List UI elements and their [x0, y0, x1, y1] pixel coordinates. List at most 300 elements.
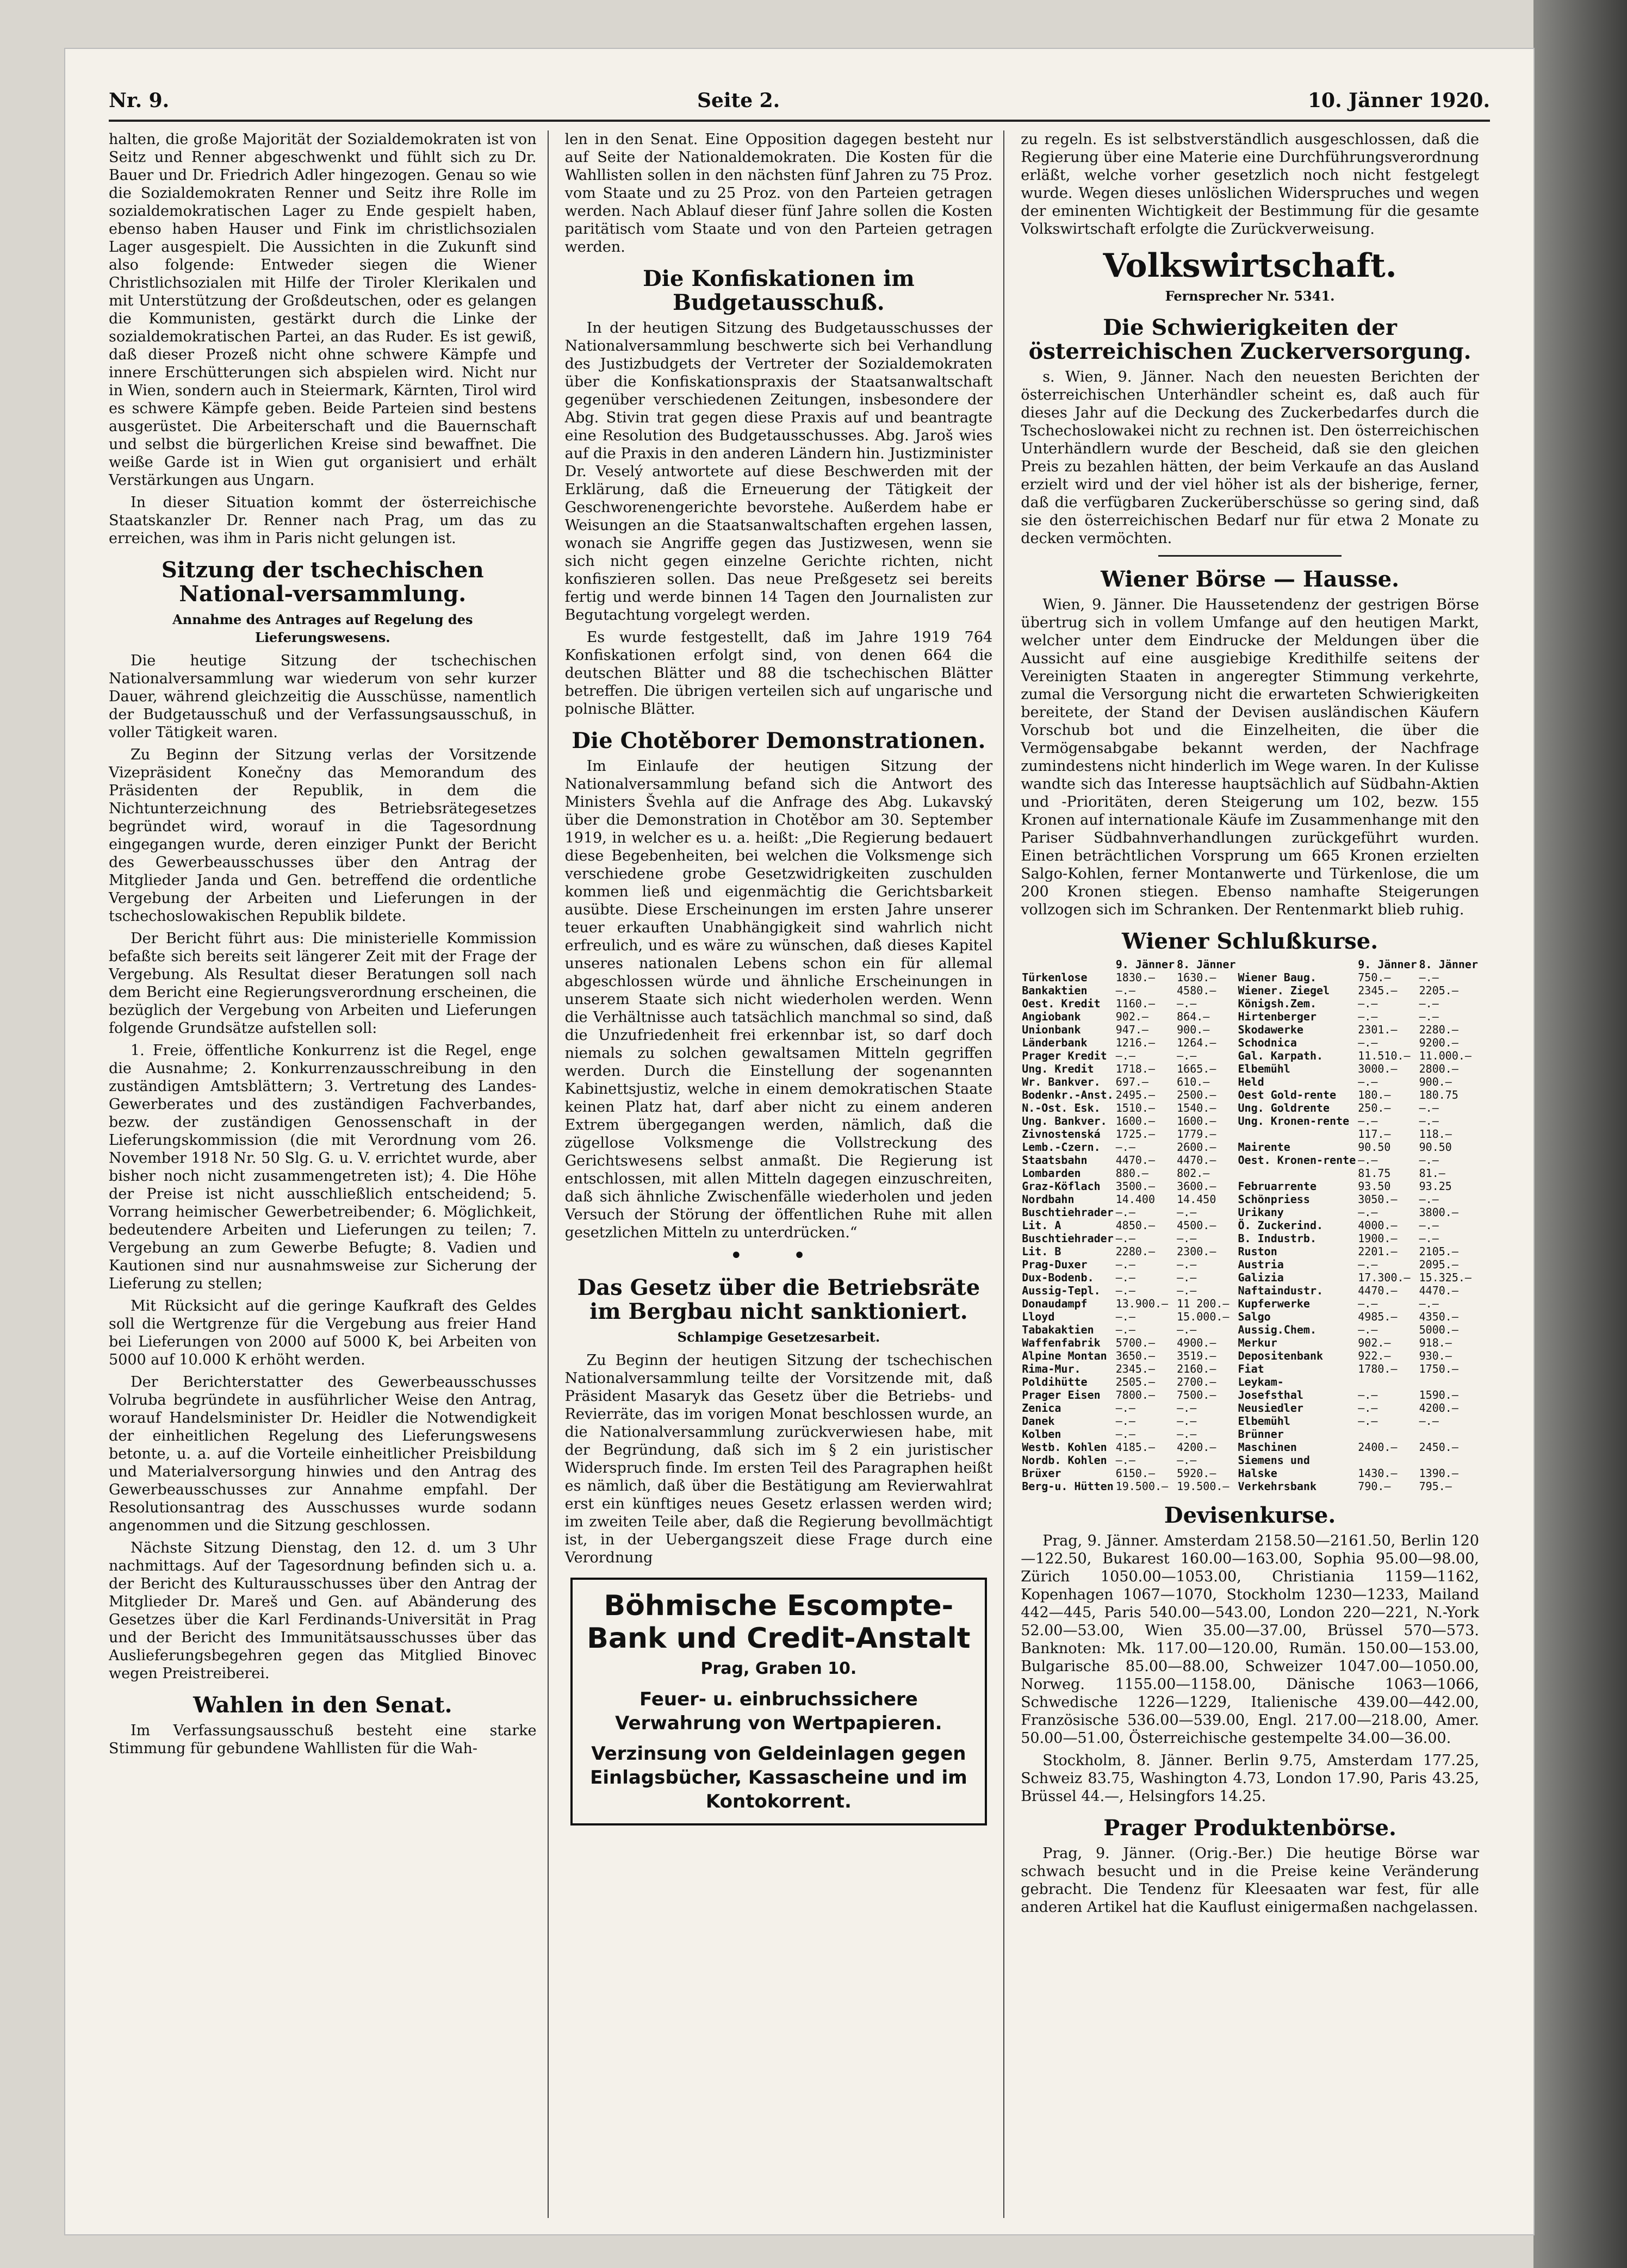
- table-cell: 3500.—: [1115, 1180, 1156, 1193]
- article-text: Zu Beginn der heutigen Sitzung der tschechischen Nationalversammlung teilte der Vorsitzende mit, daß Präsident Masaryk das Gesetz über die Betriebs- und Revierräte, das im vorigen Monat beschlossen wurde, an die Nationalversammlung zurückverwiesen habe, mit der Begründung, daß sich im § 2 ein juristischer Widerspruch finde. Im ersten Teil des Paragraphen heißt es nämlich, daß über die Bestätigung am Revierwahlrat erst ein künftiges neues Gesetz erlassen werden wird; im zweiten Teile aber, daß die Regierung bevollmächtigt ist, in der Uebergangszeit diese Frage durch eine Verordnung: [564, 1352, 993, 1566]
- table-cell: 2280.—: [1115, 1245, 1156, 1258]
- table-cell: Galizia: [1238, 1271, 1284, 1284]
- table-cell: 4500.—: [1177, 1219, 1216, 1232]
- table-cell: [1237, 1127, 1357, 1141]
- table-cell: —.—: [1115, 1401, 1135, 1415]
- headline: Das Gesetz über die Betriebsräte im Bergbau nicht sanktioniert.: [577, 1275, 980, 1324]
- table-cell: Länderbank: [1022, 1036, 1088, 1049]
- table-row: [1021, 1467, 1479, 1480]
- table-cell: Schodnica: [1238, 1036, 1297, 1049]
- table-cell: [1357, 1428, 1418, 1441]
- headline: Die Schwierigkeiten der österreichischen Zuckerversorgung.: [1028, 315, 1471, 364]
- table-row: [1021, 984, 1479, 997]
- table-cell: Bodenkr.-Anst.: [1022, 1088, 1114, 1101]
- table-header-cell: [1237, 958, 1357, 971]
- table-cell: —.—: [1419, 971, 1439, 984]
- table-cell: Aussig.Chem.: [1238, 1323, 1317, 1336]
- table-cell: Siemens und: [1238, 1454, 1310, 1467]
- ad-line: Feuer- u. einbruchssichere Verwahrung von Wertpapieren.: [615, 1688, 942, 1734]
- table-cell: —.—: [1358, 1297, 1378, 1310]
- table-cell: Fiat: [1238, 1362, 1264, 1375]
- article-text: Es wurde festgestellt, daß im Jahre 1919 764 Konfiskationen erfolgt sind, von denen 664 die deutschen Blätter und 88 die tschechischen Blätter betreffen. Die übrigen verteilen sich auf ungarische und polnische Blätter.: [564, 629, 993, 718]
- table-row: [1021, 1062, 1479, 1075]
- table-row: [1021, 1075, 1479, 1088]
- table-cell: 4470.—: [1115, 1154, 1156, 1167]
- table-header-cell: [1021, 958, 1115, 971]
- table-cell: 9200.—: [1419, 1036, 1458, 1049]
- table-cell: 1780.—: [1358, 1362, 1398, 1375]
- table-cell: 5700.—: [1115, 1336, 1156, 1349]
- table-row: [1021, 1310, 1479, 1323]
- table-cell: 3000.—: [1358, 1062, 1398, 1075]
- article-text: Der Bericht führt aus: Die ministerielle Kommission befaßte sich bereits seit längerer Zeit mit der Frage der Vergebung. Als Resultat dieser Beratungen soll nach dem Bericht eine Regierungsverordnung erscheinen, die bezüglich der Vergebung von Arbeiten und Lieferungen folgende Grundsätze aufstellen soll:: [109, 930, 537, 1037]
- table-cell: Ö. Zuckerind.: [1238, 1219, 1324, 1232]
- table-cell: 2205.—: [1419, 984, 1458, 997]
- table-cell: Donaudampf: [1022, 1297, 1088, 1310]
- table-cell: Lit. B: [1022, 1245, 1061, 1258]
- table-cell: Lombarden: [1022, 1167, 1081, 1180]
- table-cell: [1418, 1454, 1479, 1467]
- table-cell: 1430.—: [1358, 1467, 1398, 1480]
- headline: Devisenkurse.: [1164, 1503, 1336, 1528]
- table-cell: 15.000.—: [1177, 1310, 1229, 1323]
- table-cell: 4900.—: [1177, 1336, 1216, 1349]
- table-cell: —.—: [1358, 997, 1378, 1010]
- table-row: [1021, 1454, 1479, 1467]
- table-cell: 19.500.—: [1115, 1480, 1169, 1493]
- table-cell: Zivnostenská: [1022, 1127, 1101, 1141]
- table-cell: —.—: [1419, 1232, 1439, 1245]
- table-cell: —.—: [1177, 997, 1197, 1010]
- table-cell: —.—: [1115, 1258, 1135, 1271]
- table-cell: 11 200.—: [1177, 1297, 1229, 1310]
- table-cell: Halske: [1238, 1467, 1277, 1480]
- table-cell: Lloyd: [1022, 1310, 1055, 1323]
- table-cell: 180.—: [1358, 1088, 1391, 1101]
- table-row: [1021, 1362, 1479, 1375]
- table-cell: 2495.—: [1115, 1088, 1156, 1101]
- table-cell: Tabakaktien: [1022, 1323, 1094, 1336]
- table-cell: Neusiedler: [1238, 1401, 1303, 1415]
- table-cell: 3650.—: [1115, 1349, 1156, 1362]
- table-cell: 2095.—: [1419, 1258, 1458, 1271]
- table-cell: 81.75: [1358, 1167, 1391, 1180]
- table-row: [1021, 1480, 1479, 1493]
- table-cell: Wiener. Ziegel: [1238, 984, 1330, 997]
- table-cell: —.—: [1177, 1232, 1197, 1245]
- table-cell: —.—: [1358, 1258, 1378, 1271]
- table-cell: 902.—: [1358, 1336, 1391, 1349]
- table-cell: N.-Ost. Esk.: [1022, 1101, 1101, 1114]
- table-cell: Graz-Köflach: [1022, 1180, 1101, 1193]
- table-row: [1021, 1441, 1479, 1454]
- table-cell: —.—: [1358, 1010, 1378, 1023]
- table-cell: —.—: [1115, 984, 1135, 997]
- table-header-cell: 8. Jänner: [1419, 958, 1479, 971]
- table-cell: 1900.—: [1358, 1232, 1398, 1245]
- table-cell: Elbemühl: [1238, 1415, 1290, 1428]
- headline: Prager Produktenbörse.: [1103, 1815, 1396, 1841]
- table-row: [1021, 1206, 1479, 1219]
- article-text: Nächste Sitzung Dienstag, den 12. d. um 3 Uhr nachmittags. Auf der Tagesordnung befinden sich u. a. der Bericht des Kulturausschusses über den Antrag der Mitglieder Dr. Mareš und Gen. auf Abänderung des Gesetzes über die Karl Ferdinands-Universität in Prag und der Bericht des Immunitätsausschusses über das Auslieferungsbegehren gegen das Mitglied Binovec wegen Preistreiberei.: [109, 1540, 537, 1682]
- table-row: [1021, 1088, 1479, 1101]
- table-cell: [1357, 1375, 1418, 1388]
- table-row: [1021, 1049, 1479, 1062]
- table-cell: Ung. Kronen-rente: [1238, 1114, 1350, 1127]
- table-cell: —.—: [1177, 1271, 1197, 1284]
- headline: Die Konfiskationen im Budgetausschuß.: [643, 266, 915, 315]
- table-cell: Salgo: [1238, 1310, 1271, 1323]
- table-row: [1021, 1245, 1479, 1258]
- table-cell: Oest. Kredit: [1022, 997, 1101, 1010]
- table-cell: —.—: [1358, 1388, 1378, 1401]
- table-cell: Rima-Mur.: [1022, 1362, 1081, 1375]
- page-number: Seite 2.: [697, 89, 780, 112]
- table-cell: 250.—: [1358, 1101, 1391, 1114]
- divider: [1158, 555, 1342, 557]
- table-cell: Unionbank: [1022, 1023, 1081, 1036]
- table-cell: 4470.—: [1358, 1284, 1398, 1297]
- article-text: Wien, 9. Jänner. Die Haussetendenz der gestrigen Börse übertrug sich in vollem Umfange auf den heutigen Markt, welcher unter dem Eindrucke der Meldungen über die Aussicht auf eine ausgiebige Kredithilfe seitens der Vereinigten Staaten in angeregter Stimmung verkehrte, zumal die Versorgung nicht die erwarteten Schwierigkeiten bereitete, der Stand der Devisen ausländischen Käufern Vorschub bot und die Einzelheiten, die über die Vermögensabgabe bekannt werden, der Nachfrage zumindestens nicht hinderlich im Wege waren. In der Kulisse wandte sich das Interesse hauptsächlich auf Südbahn-Aktien und -Prioritäten, deren Steigerung um 102, bezw. 155 Kronen auf internationale Käufe im Zusammenhange mit den Pariser Südbahnverhandlungen zurückgeführt wurden. Einen beträchtlichen Vorsprung um 665 Kronen erzielten Salgo-Kohlen, ferner Montanwerte und Türkenlose, die um 200 Kronen stiegen. Ebenso namhafte Steigerungen vollzogen sich im Schranken. Der Rentenmarkt blieb ruhig.: [1021, 596, 1480, 918]
- article-text: Stockholm, 8. Jänner. Berlin 9.75, Amsterdam 177.25, Schweiz 83.75, Washington 4.73, London 17.90, Paris 43.25, Brüssel 44.—, Helsingfors 14.25.: [1021, 1752, 1480, 1805]
- table-cell: 3800.—: [1419, 1206, 1458, 1219]
- table-header-cell: 9. Jänner: [1358, 958, 1417, 971]
- table-cell: —.—: [1177, 1049, 1197, 1062]
- table-row: [1021, 1388, 1479, 1401]
- table-cell: Hirtenberger: [1238, 1010, 1317, 1023]
- table-cell: 1216.—: [1115, 1036, 1156, 1049]
- table-cell: —.—: [1419, 1010, 1439, 1023]
- table-cell: 930.—: [1419, 1349, 1452, 1362]
- ad-address: Prag, Graben 10.: [700, 1659, 857, 1678]
- table-cell: 13.900.—: [1115, 1297, 1169, 1310]
- table-cell: Ung. Bankver.: [1022, 1114, 1107, 1127]
- table-cell: 750.—: [1358, 971, 1391, 984]
- table-cell: 4185.—: [1115, 1441, 1156, 1454]
- article-text: Der Berichterstatter des Gewerbeausschusses Volruba begründete in ausführlicher Weise den Antrag, worauf Handelsminister Dr. Heidler die Notwendigkeit der einheitlichen Regelung des Lieferungswesens betonte, u. a. auf die Vorteile einheitlicher Preisbildung und Materialversorgung hinwies und den Antrag des Gewerbeausschusses zur Annahme empfahl. Der Resolutionsantrag des Ausschusses wurde sodann angenommen und die Sitzung geschlossen.: [109, 1374, 537, 1534]
- table-cell: Alpine Montan: [1022, 1349, 1107, 1362]
- table-row: [1021, 971, 1479, 984]
- table-cell: [1237, 1167, 1357, 1180]
- section-divider: • •: [729, 1243, 828, 1268]
- table-cell: [1357, 1454, 1418, 1467]
- table-cell: —.—: [1419, 1297, 1439, 1310]
- table-cell: Gal. Karpath.: [1238, 1049, 1324, 1062]
- table-cell: Nordb. Kohlen: [1022, 1454, 1107, 1467]
- table-cell: Danek: [1022, 1415, 1055, 1428]
- table-cell: 6150.—: [1115, 1467, 1156, 1480]
- table-cell: 2300.—: [1177, 1245, 1216, 1258]
- table-cell: Wr. Bankver.: [1022, 1075, 1101, 1088]
- table-cell: 19.500.—: [1177, 1480, 1229, 1493]
- table-cell: —.—: [1115, 1232, 1135, 1245]
- table-row: [1021, 1101, 1479, 1114]
- table-row: [1021, 1415, 1479, 1428]
- article-text: Im Verfassungsausschuß besteht eine starke Stimmung für gebundene Wahllisten für die Wah-: [109, 1722, 537, 1757]
- table-cell: 1600.—: [1177, 1114, 1216, 1127]
- headline: Wahlen in den Senat.: [193, 1692, 452, 1718]
- table-cell: [1418, 1428, 1479, 1441]
- table-cell: 2201.—: [1358, 1245, 1398, 1258]
- table-row: [1021, 1114, 1479, 1127]
- table-cell: B. Industrb.: [1238, 1232, 1317, 1245]
- headline: Wiener Börse — Hausse.: [1101, 566, 1400, 592]
- table-cell: Ung. Goldrente: [1238, 1101, 1330, 1114]
- table-cell: 15.325.—: [1419, 1271, 1471, 1284]
- table-row: [1021, 1258, 1479, 1271]
- ad-title: Böhmische Escompte-Bank und Credit-Anstalt: [587, 1590, 971, 1655]
- table-cell: —.—: [1358, 1415, 1378, 1428]
- table-row: [1021, 1023, 1479, 1036]
- table-cell: —.—: [1177, 1428, 1197, 1441]
- masthead: [109, 82, 1490, 122]
- table-cell: Ruston: [1238, 1245, 1277, 1258]
- table-row: [1021, 1010, 1479, 1023]
- table-cell: 5920.—: [1177, 1467, 1216, 1480]
- table-cell: 918.—: [1419, 1336, 1452, 1349]
- table-cell: Prag-Duxer: [1022, 1258, 1088, 1271]
- table-cell: Poldihütte: [1022, 1375, 1088, 1388]
- article-text: Im Einlaufe der heutigen Sitzung der Nationalversammlung befand sich die Antwort des Ministers Švehla auf die Anfrage des Abg. Lukavský über die Demonstration in Chotěbor am 30. September 1919, in welcher es u. a. heißt: „Die Regierung bedauert diese Begebenheiten, bei welchen die Volksmenge sich verschiedene grobe Gesetzwidrigkeiten zuschulden kommen ließ und eigenmächtig die Gerichtsbarkeit ausübte. Diese Erscheinungen im ersten Jahre unserer teuer erkauften Unabhängigkeit sind wahrlich nicht erfreulich, und es wäre zu wünschen, daß dieses Kapitel unseres nationalen Lebens schon ein für allemal abgeschlossen würde und ähnliche Erscheinungen in unserem Staate sich nicht wiederholen werden. Wenn die Verhältnisse auch tatsächlich manchmal so sind, daß die Unzufriedenheit frei erkennbar ist, so darf doch niemals zu solchen gewaltsamen Mitteln gegriffen werden. Durch die Einstellung der sogenannten Kabinettsjustiz, welche in einem demokratischen Staate keinen Platz hat, darf aber nicht zu einem anderen Extrem übergegangen werden, nämlich, daß die zügellose Volksmenge die Vollstreckung des Gerichtswesens selbst anmaßt. Die Regierung ist entschlossen, mit allen Mitteln dagegen einzuschreiten, daß sich ähnliche Zwischenfälle wiederholen und jeden Versuch der Störung der öffentlichen Ruhe mit allen gesetzlichen Mitteln zu unterdrücken.“: [564, 758, 993, 1241]
- table-cell: —.—: [1115, 1049, 1135, 1062]
- table-cell: —.—: [1358, 1114, 1378, 1127]
- article-text: Prag, 9. Jänner. (Orig.-Ber.) Die heutige Börse war schwach besucht und in die Preise keine Veränderung gebracht. Die Tendenz für Kleesaaten war fest, für alle anderen Artikel hat die Kauflust einigermaßen nachgelassen.: [1021, 1845, 1480, 1916]
- table-cell: Staatsbahn: [1022, 1154, 1088, 1167]
- ad-line: Verzinsung von Geldeinlagen gegen Einlagsbücher, Kassascheine und im Kontokorrent.: [590, 1743, 967, 1812]
- table-cell: Zenica: [1022, 1401, 1061, 1415]
- table-cell: —.—: [1177, 1415, 1197, 1428]
- article-text: len in den Senat. Eine Opposition dagegen besteht nur auf Seite der Nationaldemokraten. Die Kosten für die Wahllisten sollen in den nächsten fünf Jahren zu 75 Proz. vom Staate und zu 25 Proz. von den Parteien getragen werden. Nach Ablauf dieser fünf Jahre sollen die Kosten paritätisch vom Staate und von den Parteien getragen werden.: [564, 131, 993, 256]
- table-cell: Prager Kredit: [1022, 1049, 1107, 1062]
- table-cell: Prager Eisen: [1022, 1388, 1101, 1401]
- table-cell: 4985.—: [1358, 1310, 1398, 1323]
- table-cell: —.—: [1419, 997, 1439, 1010]
- table-row: [1021, 1284, 1479, 1297]
- table-cell: 2345.—: [1358, 984, 1398, 997]
- table-cell: 17.300.—: [1358, 1271, 1411, 1284]
- bank-advertisement: [570, 1578, 988, 1825]
- table-cell: 1750.—: [1419, 1362, 1458, 1375]
- table-cell: 2600.—: [1177, 1141, 1216, 1154]
- table-cell: —.—: [1358, 1206, 1378, 1219]
- table-cell: 7500.—: [1177, 1388, 1216, 1401]
- table-cell: 3050.—: [1358, 1193, 1398, 1206]
- table-cell: 1830.—: [1115, 971, 1156, 984]
- table-cell: 1510.—: [1115, 1101, 1156, 1114]
- table-cell: 93.50: [1358, 1180, 1391, 1193]
- table-cell: —.—: [1115, 1271, 1135, 1284]
- table-cell: Josefsthal: [1238, 1388, 1303, 1401]
- table-cell: 4000.—: [1358, 1219, 1398, 1232]
- table-row: [1021, 1141, 1479, 1154]
- table-cell: Leykam-: [1238, 1375, 1284, 1388]
- table-cell: —.—: [1419, 1193, 1439, 1206]
- table-cell: 4470.—: [1419, 1284, 1458, 1297]
- table-row: [1021, 1154, 1479, 1167]
- table-cell: Wiener Baug.: [1238, 971, 1317, 984]
- table-cell: 1665.—: [1177, 1062, 1216, 1075]
- table-cell: 864.—: [1177, 1010, 1210, 1023]
- table-cell: Held: [1238, 1075, 1264, 1088]
- table-cell: 922.—: [1358, 1349, 1391, 1362]
- table-cell: 118.—: [1419, 1127, 1452, 1141]
- table-row: [1021, 1167, 1479, 1180]
- table-cell: —.—: [1177, 1284, 1197, 1297]
- table-cell: 1600.—: [1115, 1114, 1156, 1127]
- table-header-cell: 9. Jänner: [1115, 958, 1175, 971]
- table-cell: —.—: [1115, 1141, 1135, 1154]
- table-cell: —.—: [1177, 1454, 1197, 1467]
- table-cell: 1590.—: [1419, 1388, 1458, 1401]
- article-text: Die heutige Sitzung der tschechischen Nationalversammlung war wiederum von sehr kurzer Dauer, während gleichzeitig die Ausschüsse, namentlich der Budgetausschuß und der Verfassungsausschuß, in voller Tätigkeit waren.: [109, 652, 537, 741]
- table-cell: Maschinen: [1238, 1441, 1297, 1454]
- table-cell: —.—: [1419, 1415, 1439, 1428]
- table-row: [1021, 1323, 1479, 1336]
- table-cell: 4470.—: [1177, 1154, 1216, 1167]
- table-cell: 790.—: [1358, 1480, 1391, 1493]
- table-cell: —.—: [1115, 1454, 1135, 1467]
- stock-quotes-table: [1021, 958, 1479, 1493]
- article-text: zu regeln. Es ist selbstverständlich ausgeschlossen, daß die Regierung über eine Materie eine Durchführungsverordnung erläßt, welche vorher gesetzlich noch nicht festgelegt wurde. Wegen dieses unlöslichen Widerspruches und wegen der eminenten Wichtigkeit der Bestimmung für die gesamte Volkswirtschaft erfolgte die Zurückverweisung.: [1021, 131, 1480, 238]
- table-cell: Verkehrsbank: [1238, 1480, 1317, 1493]
- table-cell: Ung. Kredit: [1022, 1062, 1094, 1075]
- table-cell: 3600.—: [1177, 1180, 1216, 1193]
- table-cell: —.—: [1358, 1154, 1378, 1167]
- table-row: [1021, 1349, 1479, 1362]
- issue-date: 10. Jänner 1920.: [1307, 89, 1490, 112]
- table-cell: Schönpriess: [1238, 1193, 1310, 1206]
- table-cell: Buschtiehrader: [1022, 1232, 1114, 1245]
- article-text: halten, die große Majorität der Sozialdemokraten ist von Seitz und Renner abgeschwenkt und fühlt sich zu Dr. Bauer und Dr. Friedrich Adler hingezogen. Genau so wie die Sozialdemokraten Renner und Seitz ihre Rolle im sozialdemokratischen Lager zu Ende gespielt haben, ebenso haben Hauser und Fink im christlichsozialen Lager ausgespielt. Die Aussichten in die Zukunft sind also folgende: Entweder siegen die Wiener Christlichsozialen mit Hilfe der Tiroler Klerikalen und mit Unterstützung der Großdeutschen, oder es gelangen die Kommunisten, gestärkt durch die Linke der sozialdemokratischen Partei, an das Ruder. Es ist gewiß, daß dieser Prozeß nicht ohne schwere Kämpfe und innere Erschütterungen sich abspielen wird. Nicht nur in Wien, sondern auch in Steiermark, Kärnten, Tirol wird es schwere Kämpfe geben. Beide Parteien sind bestens ausgerüstet. Die Arbeiterschaft und die Bauernschaft und selbst die bürgerlichen Kreise sind bewaffnet. Die weiße Garde ist in Wien gut organisiert und erhält Verstärkungen aus Ungarn.: [109, 131, 537, 489]
- table-cell: Urikany: [1238, 1206, 1284, 1219]
- table-cell: 2700.—: [1177, 1375, 1216, 1388]
- table-cell: —.—: [1419, 1101, 1439, 1114]
- table-cell: —.—: [1358, 1036, 1378, 1049]
- table-cell: —.—: [1115, 1428, 1135, 1441]
- table-cell: —.—: [1358, 1401, 1378, 1415]
- table-cell: —.—: [1358, 1323, 1378, 1336]
- table-cell: Brüxer: [1022, 1467, 1061, 1480]
- table-cell: Depositenbank: [1238, 1349, 1324, 1362]
- subheadline: Schlampige Gesetzesarbeit.: [677, 1329, 880, 1345]
- table-cell: 795.—: [1419, 1480, 1452, 1493]
- table-cell: 2301.—: [1358, 1023, 1398, 1036]
- table-cell: Waffenfabrik: [1022, 1336, 1101, 1349]
- table-cell: 11.000.—: [1419, 1049, 1471, 1062]
- column-1: [109, 130, 549, 2218]
- table-cell: —.—: [1177, 1401, 1197, 1415]
- table-cell: 14.400: [1115, 1193, 1156, 1206]
- subheadline: Annahme des Antrages auf Regelung des Lieferungswesens.: [172, 612, 473, 645]
- table-cell: 880.—: [1115, 1167, 1148, 1180]
- article-text: In der heutigen Sitzung des Budgetausschusses der Nationalversammlung beschwerte sich bei Verhandlung des Justizbudgets der Vertreter der Sozialdemokraten über die Konfiskationspraxis der Staatsanwaltschaft gegenüber verschiedenen Zeitungen, insbesondere der Abg. Stivin trat gegen diese Praxis auf und beantragte eine Resolution des Budgetausschusses. Abg. Jaroš wies auf die Praxis in den anderen Ländern hin. Justizminister Dr. Veselý antwortete auf diese Beschwerden mit der Erklärung, daß die Erneuerung der Tätigkeit der Geschworenengerichte bevorstehe. Außerdem habe er Weisungen an die Staatsanwaltschaften ergehen lassen, wonach sie Angriffe gegen das Justizwesen, wenn sie sich nicht gegen einzelne Gerichte richten, nicht konfiszieren sollen. Das neue Preßgesetz sei bereits fertig und werde binnen 14 Tagen den Journalisten zur Begutachtung vorgelegt werden.: [564, 320, 993, 624]
- table-cell: 2105.—: [1419, 1245, 1458, 1258]
- table-cell: —.—: [1115, 1284, 1135, 1297]
- table-cell: 2500.—: [1177, 1088, 1216, 1101]
- table-cell: 3519.—: [1177, 1349, 1216, 1362]
- table-cell: 802.—: [1177, 1167, 1210, 1180]
- table-cell: 4200.—: [1419, 1401, 1458, 1415]
- table-cell: 1630.—: [1177, 971, 1216, 984]
- table-cell: 90.50: [1358, 1141, 1391, 1154]
- table-row: [1021, 1428, 1479, 1441]
- table-cell: 900.—: [1177, 1023, 1210, 1036]
- table-row: [1021, 1375, 1479, 1388]
- table-cell: —.—: [1115, 1206, 1135, 1219]
- table-cell: —.—: [1115, 1415, 1135, 1428]
- table-cell: Buschtiehrader: [1022, 1206, 1114, 1219]
- table-row: [1021, 997, 1479, 1010]
- table-cell: Skodawerke: [1238, 1023, 1303, 1036]
- table-row: [1021, 1297, 1479, 1310]
- table-cell: [1418, 1375, 1479, 1388]
- table-row: [1021, 1036, 1479, 1049]
- table-cell: Lit. A: [1022, 1219, 1061, 1232]
- table-cell: 2280.—: [1419, 1023, 1458, 1036]
- table-cell: Königsh.Zem.: [1238, 997, 1317, 1010]
- table-cell: 117.—: [1358, 1127, 1391, 1141]
- table-cell: 1540.—: [1177, 1101, 1216, 1114]
- table-row: [1021, 1232, 1479, 1245]
- table-cell: —.—: [1115, 1310, 1135, 1323]
- table-cell: Türkenlose: [1022, 971, 1088, 984]
- article-text: Prag, 9. Jänner. Amsterdam 2158.50—2161.50, Berlin 120—122.50, Bukarest 160.00—163.00, Sophia 95.00—98.00, Zürich 1050.00—1053.00, Christiania 1159—1162, Kopenhagen 1067—1070, Stockholm 1230—1233, Mailand 442—445, Paris 540.00—543.00, London 220—221, N.-York 52.00—53.00, Wien 35.00—37.00, Brüssel 570—573. Banknoten: Mk. 117.00—120.00, Rumän. 150.00—153.00, Bulgarische 85.00—88.00, Schweizer 1047.00—1050.00, Norweg. 1155.00—1158.00, Dänische 1063—1066, Schwedische 1226—1229, Italienische 439.00—442.00, Französische 536.00—539.00, Engl. 217.00—218.00, Amer. 50.00—51.00, Österreichische gestempelte 34.00—36.00.: [1021, 1532, 1480, 1747]
- table-cell: —.—: [1177, 1258, 1197, 1271]
- table-row: [1021, 1180, 1479, 1193]
- article-list: 1. Freie, öffentliche Konkurrenz ist die Regel, enge die Ausnahme; 2. Konkurrenzausschreibung in den zuständigen Amtsblättern; 3. Vertretung des Landes-Gewerberates und des zuständigen Fachverbandes, bezw. der zuständigen Genossenschaft in der Lieferungskommission (die mit Verordnung vom 26. November 1918 Nr. 50 Slg. G. u. V. errichtet wurde, aber bisher noch nicht zusammengetreten ist); 4. Die Höhe der Preise ist nicht ausschließlich entscheidend; 5. Vorrang heimischer Gewerbetreibender; 6. Möglichkeit, bedeutendere Arbeiten und Lieferungen zu teilen; 7. Vergebung an zum Gewerbe Befugte; 8. Vadien und Kautionen sind nur ausnahmsweise zur Sicherung der Lieferung zu stellen;: [109, 1042, 537, 1292]
- table-cell: 14.450: [1177, 1193, 1216, 1206]
- table-cell: 697.—: [1115, 1075, 1148, 1088]
- table-cell: Berg-u. Hütten: [1022, 1480, 1114, 1493]
- table-cell: 2505.—: [1115, 1375, 1156, 1388]
- article-text: In dieser Situation kommt der österreichische Staatskanzler Dr. Renner nach Prag, um das zu erreichen, was ihm in Paris nicht gelungen ist.: [109, 494, 537, 547]
- table-cell: —.—: [1358, 1075, 1378, 1088]
- table-cell: Austria: [1238, 1258, 1284, 1271]
- table-cell: 2400.—: [1358, 1441, 1398, 1454]
- table-cell: 2450.—: [1419, 1441, 1458, 1454]
- table-cell: —.—: [1419, 1114, 1439, 1127]
- table-cell: 610.—: [1177, 1075, 1210, 1088]
- table-cell: —.—: [1177, 1206, 1197, 1219]
- table-cell: 947.—: [1115, 1023, 1148, 1036]
- table-cell: 5000.—: [1419, 1323, 1458, 1336]
- headline: Die Chotěborer Demonstrationen.: [572, 728, 986, 753]
- table-cell: 1160.—: [1115, 997, 1156, 1010]
- table-cell: 7800.—: [1115, 1388, 1156, 1401]
- table-header-cell: 8. Jänner: [1177, 958, 1236, 971]
- table-cell: Februarrente: [1238, 1180, 1317, 1193]
- table-cell: 900.—: [1419, 1075, 1452, 1088]
- table-cell: 93.25: [1419, 1180, 1452, 1193]
- table-cell: 2160.—: [1177, 1362, 1216, 1375]
- table-row: [1021, 1271, 1479, 1284]
- table-cell: —.—: [1115, 1323, 1135, 1336]
- column-3: [1021, 130, 1490, 2218]
- newspaper-page: [65, 49, 1533, 2234]
- article-text: Zu Beginn der Sitzung verlas der Vorsitzende Vizepräsident Konečny das Memorandum des Präsidenten der Republik, in dem die Nichtunterzeichnung des Betriebsrätegesetzes begründet wird, worauf in die Tagesordnung eingegangen wurde, deren einziger Punkt der Bericht des Gewerbeausschusses über den Antrag der Mitglieder Janda und Gen. betreffend die ordentliche Vergebung der Arbeiten und Lieferungen in der tschechoslowakischen Republik bildete.: [109, 746, 537, 925]
- table-cell: Merkur: [1238, 1336, 1277, 1349]
- table-cell: Mairente: [1238, 1141, 1290, 1154]
- table-cell: 4850.—: [1115, 1219, 1156, 1232]
- column-2: [565, 130, 1005, 2218]
- table-cell: 1779.—: [1177, 1127, 1216, 1141]
- table-row: [1021, 1401, 1479, 1415]
- table-cell: Brünner: [1238, 1428, 1284, 1441]
- table-cell: —.—: [1419, 1154, 1439, 1167]
- book-binding: [1533, 0, 1627, 2268]
- table-cell: Oest Gold-rente: [1238, 1088, 1337, 1101]
- section-title: Volkswirtschaft.: [1103, 247, 1397, 285]
